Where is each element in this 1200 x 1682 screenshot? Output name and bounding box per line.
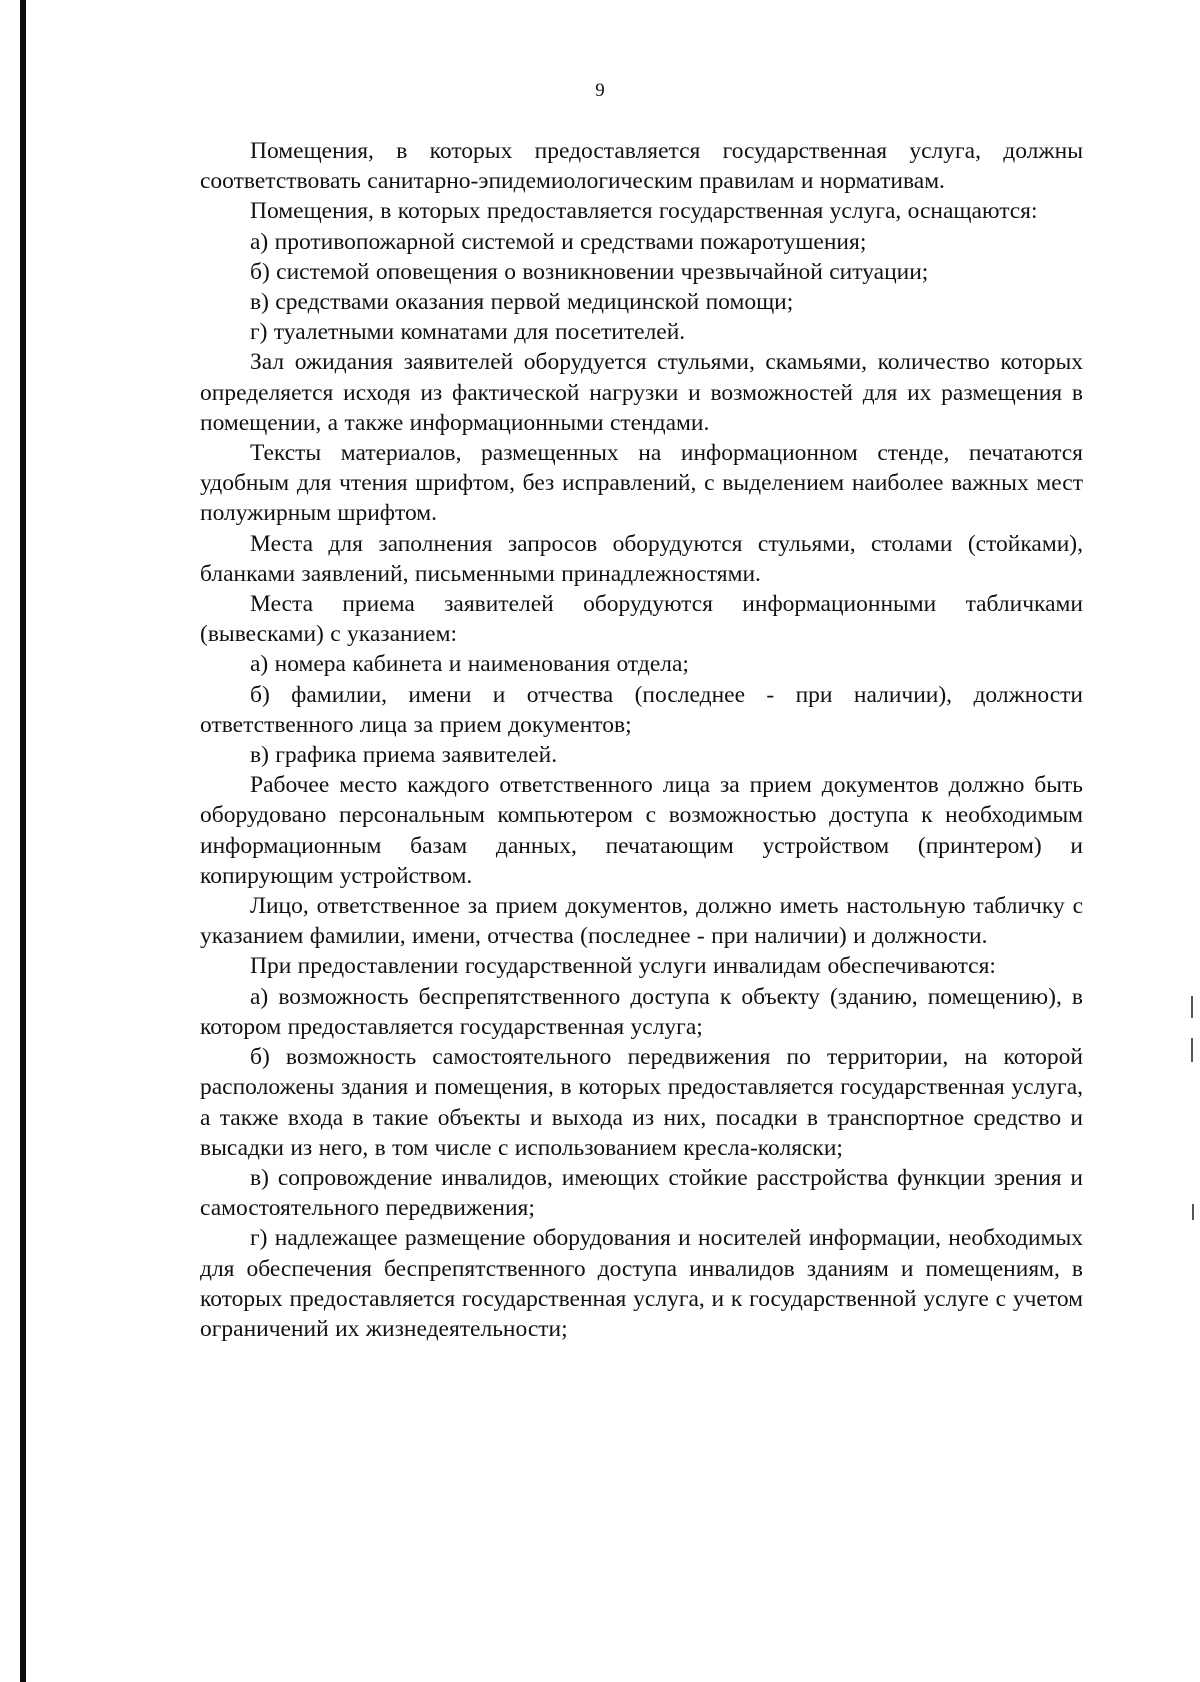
paragraph: Тексты материалов, размещенных на информационном стенде, печатаются удобным для чтения шрифтом, без исправлений, с выделением наиболее важных мест полужирным шрифтом. bbox=[200, 440, 1083, 527]
paragraph: Места для заполнения запросов оборудуются стульями, столами (стойками), бланками заявлений, письменными принадлежностями. bbox=[200, 530, 1083, 587]
list-item: г) надлежащее размещение оборудования и носителей информации, необходимых для обеспечения беспрепятственного доступа инвалидов зданиям и помещениям, в которых предоставляется государственная услуга, и к государственной услуге с учетом ограничений их жизнедеятельности; bbox=[200, 1225, 1083, 1342]
paragraph: Лицо, ответственное за прием документов, должно иметь настольную табличку с указанием фамилии, имени, отчества (последнее - при наличии) и должности. bbox=[200, 893, 1083, 950]
list-item: в) средствами оказания первой медицинской помощи; bbox=[250, 289, 794, 316]
scan-margin-mark bbox=[1191, 996, 1193, 1018]
list-item: б) системой оповещения о возникновении чрезвычайной ситуации; bbox=[250, 258, 929, 285]
scan-edge-shadow bbox=[20, 0, 26, 1682]
paragraph: Зал ожидания заявителей оборудуется стульями, скамьями, количество которых определяется исходя из фактической нагрузки и возможностей для их размещения в помещении, а также информационными стендами. bbox=[200, 349, 1083, 436]
list-item: в) графика приема заявителей. bbox=[250, 742, 558, 769]
scan-margin-mark bbox=[1192, 1204, 1194, 1220]
list-item: а) противопожарной системой и средствами пожаротушения; bbox=[250, 228, 867, 255]
paragraph: Места приема заявителей оборудуются информационными табличками (вывесками) с указанием: bbox=[200, 591, 1083, 648]
scan-margin-mark bbox=[1191, 1038, 1193, 1062]
list-item: в) сопровождение инвалидов, имеющих стойкие расстройства функции зрения и самостоятельного передвижения; bbox=[200, 1164, 1083, 1222]
list-item: б) возможность самостоятельного передвижения по территории, на которой расположены здания и помещения, в которых предоставляется государственная услуга, а также входа в такие объекты и выхода из них, посадки в транспортное средство и высадки из него, в том числе с использованием кресла-коляски; bbox=[200, 1044, 1083, 1161]
document-body bbox=[200, 136, 1083, 1344]
paragraph: Помещения, в которых предоставляется государственная услуга, оснащаются: bbox=[250, 198, 1038, 225]
page-number: 9 bbox=[595, 80, 605, 101]
paragraph: Рабочее место каждого ответственного лица за прием документов должно быть оборудовано персональным компьютером с возможностью доступа к необходимым информационным базам данных, печатающим устройством (принтером) и копирующим устройством. bbox=[200, 772, 1083, 889]
paragraph: При предоставлении государственной услуги инвалидам обеспечиваются: bbox=[250, 953, 996, 980]
list-item: г) туалетными комнатами для посетителей. bbox=[250, 319, 686, 346]
list-item: а) номера кабинета и наименования отдела; bbox=[250, 651, 689, 678]
list-item: б) фамилии, имени и отчества (последнее - при наличии), должности ответственного лица за прием документов; bbox=[200, 681, 1083, 738]
list-item: а) возможность беспрепятственного доступа к объекту (зданию, помещению), в котором предоставляется государственная услуга; bbox=[200, 983, 1083, 1040]
paragraph: Помещения, в которых предоставляется государственная услуга, должны соответствовать санитарно-эпидемиологическим правилам и нормативам. bbox=[200, 138, 1083, 195]
